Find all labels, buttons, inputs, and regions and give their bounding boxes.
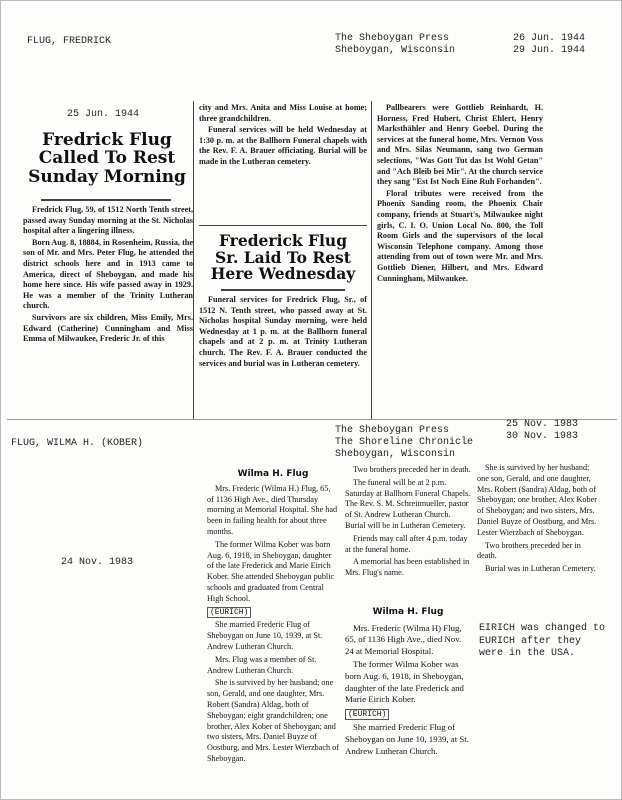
bottom-source-line3: Sheboygan, Wisconsin [335,449,456,460]
top-column-rule-2 [371,101,372,419]
top-column-3 [377,103,543,403]
top-clipping [1,1,622,441]
eurich-tag-b: (EURICH) [345,709,389,720]
col1-para2: Born Aug. 8, 18884, in Rosenheim, Russia, the son of Mr. and Mrs. Peter Flug, he attended the district schools here and in 1913 came to America, direct of Sheboygan, and made his home here since. His wife passed away in 1929. He was a member of the Trinity Lutheran church. [23,237,193,311]
colA-para2: The former Wilma Kober was born Aug. 6, 1918, in Sheboygan, daughter of the late Frederick and Marie Eirich Kober. She attended Sheboygan public schools and graduated from Central High School. [207,539,335,603]
col2b-para1: Funeral services for Fredrick Flug, Sr., of 1512 N. Tenth street, who passed away at St. Nicholas hospital Sunday morning, were held Wednesday at 1 p. m. at the Ballhorn funeral chapels and at 2 p. m. at Trinity Lutheran church. The Rev. F. A. Brauer conducted the services and burial was in Lutheran cemetery. [199,295,367,368]
top-date2: 29 Jun. 1944 [513,45,586,56]
colB-para2: The funeral will be at 2 p.m. Saturday at Ballhorn Funeral Chapels. The Rev. S. M. Schreitmueller, pastor of St. Andrew Lutheran Church. Burial will be in Lutheran Cemetery. [345,477,471,530]
bottom-column-a [207,469,339,800]
col1-para3: Survivors are six children, Miss Emily, Mrs. Edward (Catherine) Cunningham and Miss Emma of Milwaukee, Frederic Jr. of this [23,312,193,344]
bottom-column-b [345,465,471,603]
col3-para1: Pallbearers were Gottlieb Reinhardt, H. Horness, Fred Hubert, Christ Ehlert, Henry Marksthähler and Henry Goebel. During the services at the funeral home, Mrs. Vernon Voss and Mrs. Silas Neumann, sang two German selections, "Was Gott Tut das Ist Wohl Getan" and "Ach Bleib bei Mir". At the church service they sang "Est Ist Noch Eine Ruh Forhanden". [377,103,543,187]
headline-frederick-laid [197,233,369,283]
headline1-line3: Sunday Morning [28,166,186,187]
col2a-para1: city and Mrs. Anita and Miss Louise at home; three grandchildren. [199,103,367,123]
headline-fredrick-called [19,131,195,186]
headline2-line3: Here Wednesday [210,264,356,284]
col1-para1: Fredrick Flug, 59, of 1512 North Tenth street, passed away Sunday morning at the St. Nicholas hospital after a lingering illness. [23,205,193,236]
top-source-line2: Sheboygan, Wisconsin [335,45,456,56]
headline1-line1: Fredrick Flug [42,130,172,150]
colB2-para3: She married Frederic Flug of Sheboygan on June 10, 1939, at St. Andrew Lutheran Church. [345,722,469,756]
colB-para3: Friends may call after 4 p.m. today at the funeral home. [345,533,468,554]
bottom-clip-date: 24 Nov. 1983 [61,557,134,568]
headline2-line1: Frederick Flug [218,231,348,250]
wilma-title-b: Wilma H. Flug [372,607,444,617]
top-column-2b [199,295,367,419]
bottom-column-c [477,463,601,613]
colA-para3: She married Frederic Flug of Sheboygan on June 10, 1939, at St. Andrew Lutheran Church. [207,620,323,651]
bottom-column-b2 [345,607,471,800]
headline1-line2: Called To Rest [38,148,176,169]
headline2-rule [221,289,345,291]
colB-para1: Two brothers preceded her in death. [353,465,471,474]
colA-para4: Mrs. Flug was a member of St. Andrew Lutheran Church. [207,654,317,675]
bottom-source-line1: The Sheboygan Press [335,425,450,436]
headline1-rule [41,199,171,201]
colC-para1: She is survived by her husband; one son, Gerald, and one daughter, Mrs. Robert (Sandra) Aldag, both of Sheboygan; one brother, Alex Kober of Sheboygan; and two sisters, Mrs. Daniel Buyze of Oostburg, and Mrs. Lester Wierzbach of Sheboygan. [477,463,597,537]
colB2-para2: The former Wilma Kober was born Aug. 6, 1918, in Sheboygan, daughter of the late Frederick and Marie Eirich Kober. [345,659,464,705]
top-source-line1: The Sheboygan Press [335,33,450,44]
top-column-1 [23,205,193,421]
col3-para2: Floral tributes were received from the Phoenix Sanding room, the Phoenix Chair company, friends at Stuart's, Milwaukee night girls, C. I. O. Union Local No. 800, the Toll Room Girls and the supervisors of the local Wisconsin Telephone company. Among those attending from out of town were Mr. and Mrs. Gottlieb Diener, Hilbert, and Mrs. Edward Cunningham, Milwaukee. [377,188,543,283]
top-clip-date: 25 Jun. 1944 [67,109,140,120]
colB2-para1: Mrs. Frederic (Wilma H) Flug, 65, of 1136 High Ave., died Nov. 24 at Memorial Hospital. [345,622,462,656]
colA-para5: She is survived by her husband; one son, Gerald, and one daughter, Mrs. Robert (Sandra) Aldag, both of Sheboygan; eight grandchildren; one brother, Alex Kober of Sheboygan; and two sisters, Mrs. Daniel Buyze of Oostburg, and Mrs. Lester Wierzbach of Sheboygan. [207,678,339,763]
bottom-record-label: FLUG, WILMA H. (KOBER) [11,438,144,449]
colB-para4: A memorial has been established in Mrs. Flug's name. [345,557,470,578]
top-column-2a [199,103,367,228]
colC-para3: Burial was in Lutheran Cemetery. [485,564,596,574]
top-record-label: FLUG, FREDRICK [27,36,112,47]
bottom-date2: 30 Nov. 1983 [506,431,579,442]
colC-para2: Two brothers preceded her in death. [477,540,581,561]
headline2-line2: Sr. Laid To Rest [215,247,351,267]
top-column-rule-1 [193,101,194,419]
eurich-tag-a: (EURICH) [207,607,251,618]
eirich-note: EIRICH was changed to EURICH after they were in the USA. [479,623,606,659]
colA-para1: Mrs. Frederic (Wilma H.) Flug, 65, of 1136 High Ave., died Thursday morning at Memorial Hospital. She had been in failing health for about three months. [207,483,338,536]
top-col2-separator [199,225,367,226]
top-date1: 26 Jun. 1944 [513,33,586,44]
col2a-para2: Funeral services will be held Wednesday at 1:30 p. m. at the Ballhorn Funeral chapels with the Rev. F. A. Brauer officiating. Burial will be made in the Lutheran cemetery. [199,125,367,166]
bottom-source-line2: The Shoreline Chronicle [335,437,474,448]
bottom-date1: 25 Nov. 1983 [506,419,579,430]
wilma-title-a: Wilma H. Flug [237,469,309,479]
